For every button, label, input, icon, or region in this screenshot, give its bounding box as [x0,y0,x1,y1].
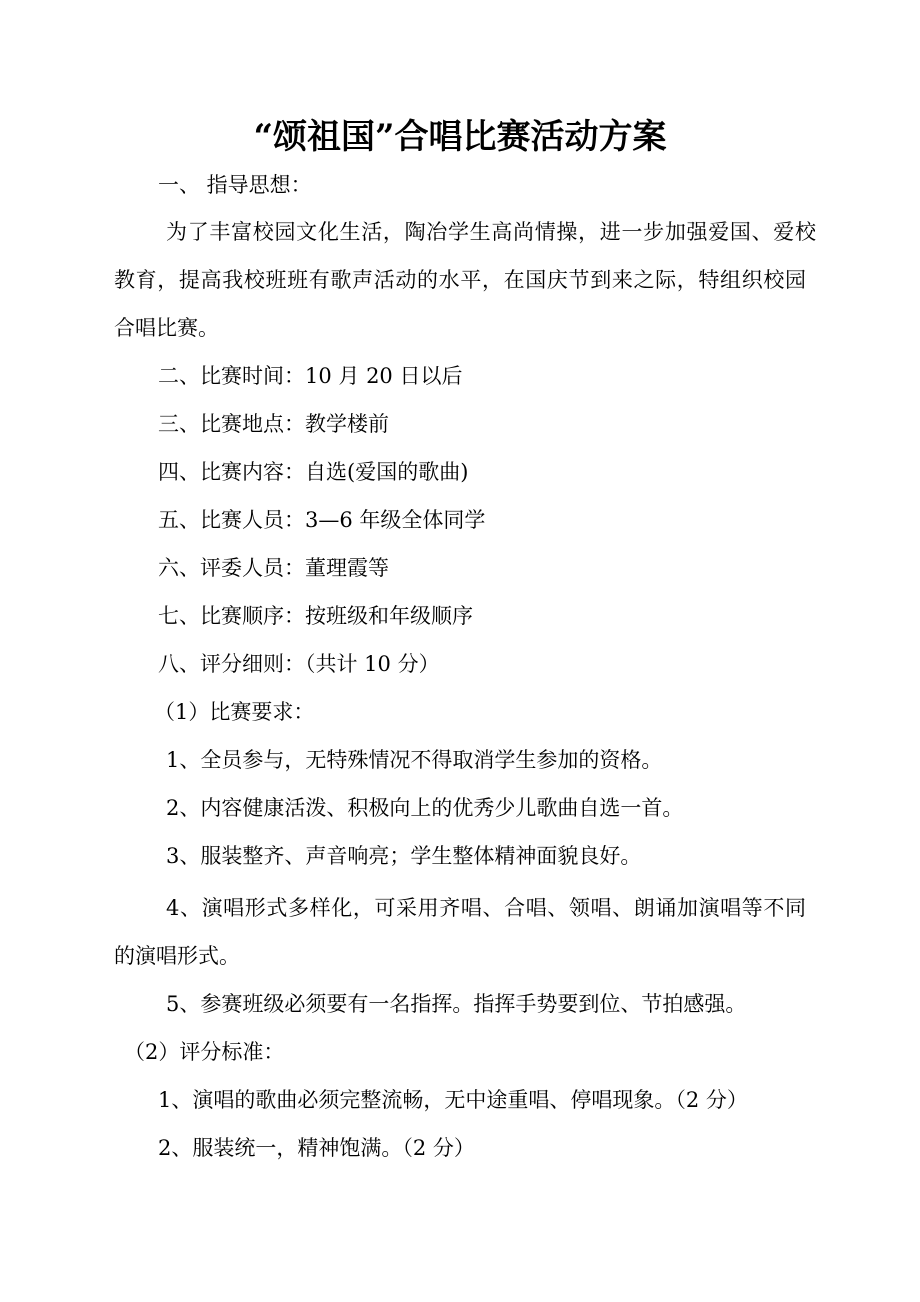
scoring-standards-subheading: （2）评分标准： [124,1040,285,1064]
requirement-item-5: 5、参赛班级必须要有一名指挥。指挥手势要到位、节拍感强。 [166,992,747,1016]
competition-participants: 五、比赛人员：3—6 年级全体同学 [158,508,486,532]
scoring-rules-heading: 八、评分细则：（共计 10 分） [158,652,440,676]
intro-paragraph-line-3: 合唱比赛。 [114,316,219,340]
competition-order: 七、比赛顺序：按班级和年级顺序 [158,604,473,628]
standard-item-2: 2、服装统一，精神饱满。（2 分） [158,1136,475,1160]
competition-location: 三、比赛地点：教学楼前 [158,412,389,436]
requirement-item-2: 2、内容健康活泼、积极向上的优秀少儿歌曲自选一首。 [166,796,684,820]
document-title: “颂祖国”合唱比赛活动方案 [253,117,667,157]
requirement-item-3: 3、服装整齐、声音响亮；学生整体精神面貌良好。 [166,844,642,868]
requirements-subheading: （1）比赛要求： [154,700,315,724]
competition-time: 二、比赛时间：10 月 20 日以后 [158,364,463,388]
intro-paragraph-line-2: 教育，提高我校班班有歌声活动的水平，在国庆节到来之际，特组织校园 [114,268,806,292]
section-guiding-ideology-heading: 一、 指导思想： [158,173,312,197]
judges: 六、评委人员：董理霞等 [158,556,389,580]
competition-content: 四、比赛内容：自选(爱国的歌曲) [158,460,469,484]
requirement-item-4-line-2: 的演唱形式。 [114,944,240,968]
requirement-item-1: 1、全员参与，无特殊情况不得取消学生参加的资格。 [166,748,663,772]
requirement-item-4-line-1: 4、演唱形式多样化，可采用齐唱、合唱、领唱、朗诵加演唱等不同 [166,896,806,920]
standard-item-1: 1、演唱的歌曲必须完整流畅，无中途重唱、停唱现象。（2 分） [158,1088,748,1112]
intro-paragraph-line-1: 为了丰富校园文化生活，陶冶学生高尚情操，进一步加强爱国、爱校 [166,220,816,244]
